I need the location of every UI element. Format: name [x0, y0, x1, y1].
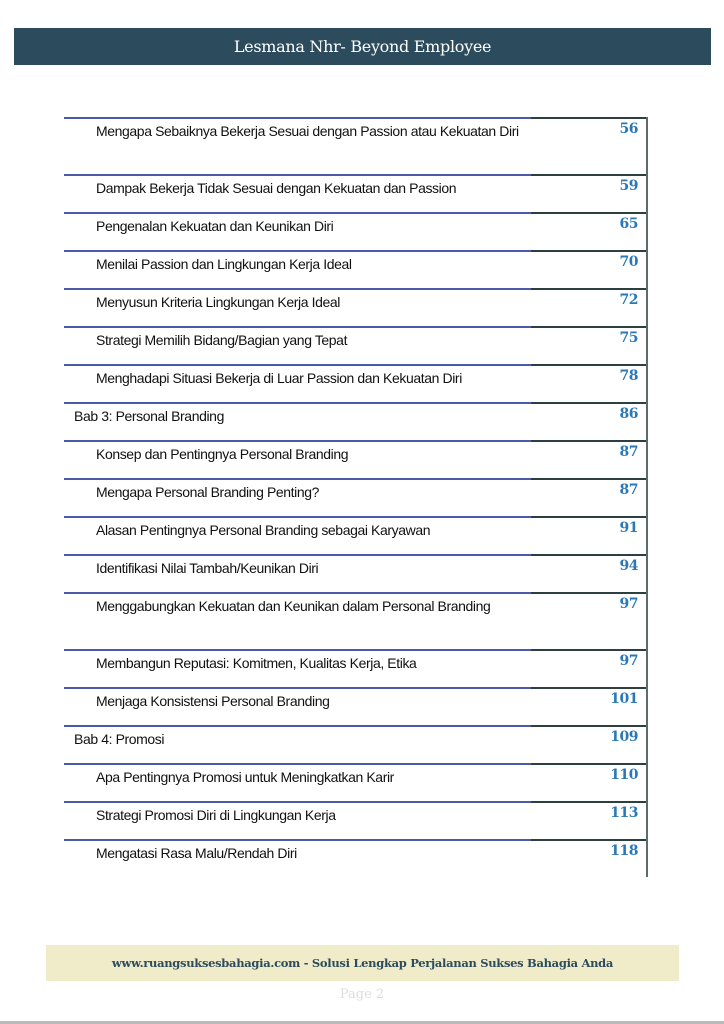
- toc-page-number: 59: [619, 178, 638, 194]
- toc-section-row[interactable]: [64, 763, 648, 801]
- toc-entry-title: Menggabungkan Kekuatan dan Keunikan dalam Personal Branding: [96, 598, 491, 614]
- toc-entry-title: Menghadapi Situasi Bekerja di Luar Passion dan Kekuatan Diri: [96, 370, 462, 386]
- header-title: Lesmana Nhr- Beyond Employee: [233, 37, 492, 56]
- toc-page-number: 118: [610, 843, 638, 859]
- toc-section-row[interactable]: [64, 288, 648, 326]
- toc-page-number: 65: [619, 216, 638, 232]
- toc-entry-title: Menyusun Kriteria Lingkungan Kerja Ideal: [96, 294, 340, 310]
- toc-section-row[interactable]: [64, 839, 648, 877]
- toc-section-row[interactable]: [64, 478, 648, 516]
- toc-section-row[interactable]: [64, 117, 648, 174]
- toc-entry-title: Alasan Pentingnya Personal Branding sebagai Karyawan: [96, 522, 431, 538]
- toc-entry-title: Strategi Memilih Bidang/Bagian yang Tepat: [96, 332, 348, 348]
- footer-text: www.ruangsuksesbahagia.com - Solusi Lengkap Perjalanan Sukses Bahagia Anda: [111, 956, 614, 970]
- toc-entry-title: Dampak Bekerja Tidak Sesuai dengan Kekuatan dan Passion: [96, 180, 457, 196]
- toc-section-row[interactable]: [64, 516, 648, 554]
- toc-entry-title: Konsep dan Pentingnya Personal Branding: [96, 446, 349, 462]
- toc-page-number: 97: [619, 596, 638, 612]
- toc-page-number: 56: [619, 121, 638, 137]
- document-header: [14, 28, 711, 65]
- toc-entry-title: Mengapa Sebaiknya Bekerja Sesuai dengan Passion atau Kekuatan Diri: [96, 123, 519, 139]
- toc-section-row[interactable]: [64, 687, 648, 725]
- toc-entry-title: Bab 3: Personal Branding: [74, 408, 224, 424]
- toc-page-number: 78: [619, 368, 638, 384]
- table-of-contents: [64, 117, 648, 877]
- toc-page-number: 110: [610, 767, 638, 783]
- toc-section-row[interactable]: [64, 326, 648, 364]
- toc-section-row[interactable]: [64, 212, 648, 250]
- toc-entry-title: Bab 4: Promosi: [74, 731, 165, 747]
- toc-section-row[interactable]: [64, 364, 648, 402]
- toc-page-number: 101: [610, 691, 638, 707]
- toc-entry-title: Strategi Promosi Diri di Lingkungan Kerja: [96, 807, 336, 823]
- toc-section-row[interactable]: [64, 174, 648, 212]
- toc-page-number: 87: [619, 444, 638, 460]
- toc-entry-title: Mengatasi Rasa Malu/Rendah Diri: [96, 845, 297, 861]
- toc-page-number: 72: [619, 292, 638, 308]
- toc-page-number: 94: [619, 558, 638, 574]
- toc-section-row[interactable]: [64, 440, 648, 478]
- toc-chapter-row[interactable]: [64, 402, 648, 440]
- toc-page-number: 70: [619, 254, 638, 270]
- toc-section-row[interactable]: [64, 592, 648, 649]
- toc-entry-title: Menilai Passion dan Lingkungan Kerja Ideal: [96, 256, 352, 272]
- footer-banner: [46, 945, 679, 981]
- toc-page-number: 97: [619, 653, 638, 669]
- toc-page-number: 86: [619, 406, 638, 422]
- toc-entry-title: Pengenalan Kekuatan dan Keunikan Diri: [96, 218, 334, 234]
- toc-chapter-row[interactable]: [64, 725, 648, 763]
- toc-page-number: 75: [619, 330, 638, 346]
- toc-page-number: 91: [619, 520, 638, 536]
- page-number: Page 2: [339, 987, 385, 1002]
- toc-section-row[interactable]: [64, 801, 648, 839]
- toc-entry-title: Apa Pentingnya Promosi untuk Meningkatkan Karir: [96, 769, 394, 785]
- toc-page-number: 87: [619, 482, 638, 498]
- toc-entry-title: Membangun Reputasi: Komitmen, Kualitas Kerja, Etika: [96, 655, 417, 671]
- toc-entry-title: Mengapa Personal Branding Penting?: [96, 484, 320, 500]
- toc-entry-title: Menjaga Konsistensi Personal Branding: [96, 693, 330, 709]
- toc-page-number: 113: [610, 805, 638, 821]
- toc-entry-title: Identifikasi Nilai Tambah/Keunikan Diri: [96, 560, 319, 576]
- toc-page-number: 109: [610, 729, 638, 745]
- toc-section-row[interactable]: [64, 554, 648, 592]
- toc-section-row[interactable]: [64, 250, 648, 288]
- toc-section-row[interactable]: [64, 649, 648, 687]
